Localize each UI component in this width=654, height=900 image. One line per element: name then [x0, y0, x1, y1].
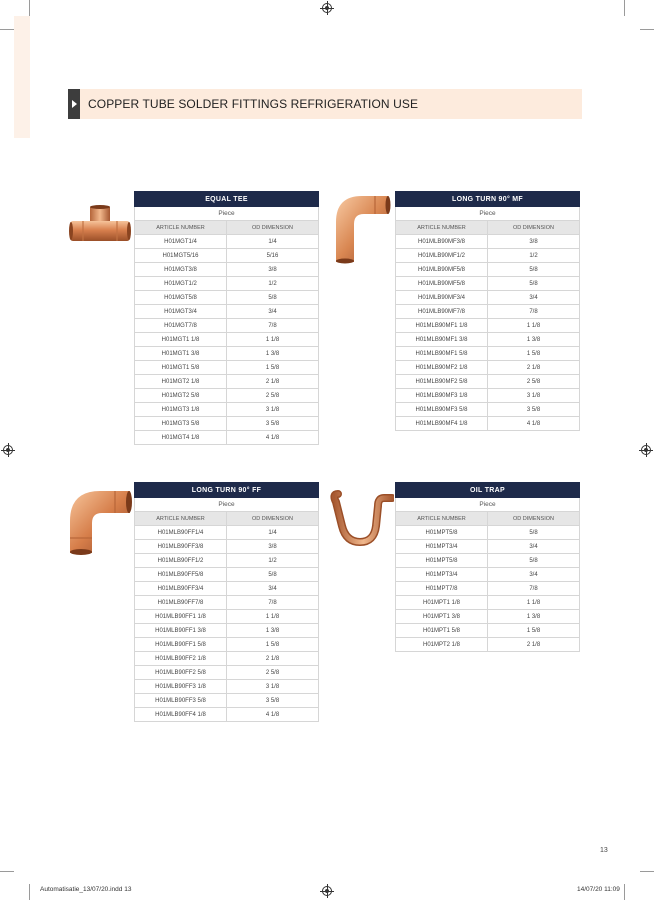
od-dimension: 3 5/8 — [488, 403, 580, 417]
crop-mark — [0, 29, 14, 30]
unit-label: Piece — [396, 207, 580, 221]
od-dimension: 5/16 — [227, 249, 319, 263]
article-number: H01MLB90FF3/8 — [135, 540, 227, 554]
table-title: OIL TRAP — [396, 483, 580, 498]
long-turn-mf-photo — [330, 188, 394, 264]
table-row — [396, 526, 580, 540]
table-row — [396, 263, 580, 277]
od-dimension: 7/8 — [227, 319, 319, 333]
page-number: 13 — [600, 847, 608, 854]
table-row — [135, 694, 319, 708]
article-number: H01MLB90MF3 5/8 — [396, 403, 488, 417]
table-row — [135, 291, 319, 305]
article-number: H01MPT1 1/8 — [396, 596, 488, 610]
od-dimension: 1/4 — [227, 235, 319, 249]
article-number: H01MLB90MF3/4 — [396, 291, 488, 305]
table-row — [396, 568, 580, 582]
column-header-dimension: OD DIMENSION — [488, 512, 580, 526]
article-number: H01MLB90FF7/8 — [135, 596, 227, 610]
article-number: H01MLB90FF2 1/8 — [135, 652, 227, 666]
article-number: H01MGT1 5/8 — [135, 361, 227, 375]
table-row — [396, 554, 580, 568]
od-dimension: 3 1/8 — [488, 389, 580, 403]
crop-mark — [29, 884, 30, 900]
table-row — [135, 568, 319, 582]
article-number: H01MLB90MF2 5/8 — [396, 375, 488, 389]
table-row — [135, 277, 319, 291]
article-number: H01MLB90MF3 1/8 — [396, 389, 488, 403]
od-dimension: 1/2 — [488, 249, 580, 263]
table-row — [396, 638, 580, 652]
article-number: H01MGT3 1/8 — [135, 403, 227, 417]
article-number: H01MGT1 3/8 — [135, 347, 227, 361]
table-row — [135, 361, 319, 375]
article-number: H01MGT1 1/8 — [135, 333, 227, 347]
article-number: H01MLB90MF2 1/8 — [396, 361, 488, 375]
od-dimension: 1 5/8 — [227, 638, 319, 652]
table-title: LONG TURN 90° FF — [135, 483, 319, 498]
table-row — [135, 403, 319, 417]
od-dimension: 5/8 — [488, 263, 580, 277]
article-number: H01MPT7/8 — [396, 582, 488, 596]
table-row — [396, 610, 580, 624]
article-number: H01MGT4 1/8 — [135, 431, 227, 445]
table-row — [135, 596, 319, 610]
od-dimension: 3/8 — [488, 235, 580, 249]
footer-date-stamp: 14/07/20 11:09 — [577, 886, 620, 893]
article-number: H01MPT2 1/8 — [396, 638, 488, 652]
table-row — [396, 305, 580, 319]
article-number: H01MPT1 5/8 — [396, 624, 488, 638]
article-number: H01MLB90MF5/8 — [396, 263, 488, 277]
od-dimension: 3/4 — [227, 582, 319, 596]
article-number: H01MGT7/8 — [135, 319, 227, 333]
table-row — [396, 249, 580, 263]
table-row — [135, 235, 319, 249]
od-dimension: 3 1/8 — [227, 403, 319, 417]
table-row — [396, 333, 580, 347]
column-header-article: ARTICLE NUMBER — [396, 221, 488, 235]
article-number: H01MPT5/8 — [396, 526, 488, 540]
article-number: H01MLB90MF7/8 — [396, 305, 488, 319]
od-dimension: 3/8 — [227, 540, 319, 554]
od-dimension: 3/4 — [488, 540, 580, 554]
od-dimension: 1 3/8 — [227, 347, 319, 361]
od-dimension: 1 5/8 — [227, 361, 319, 375]
table-row — [135, 610, 319, 624]
article-number: H01MLB90MF5/8 — [396, 277, 488, 291]
od-dimension: 1/2 — [227, 277, 319, 291]
column-header-article: ARTICLE NUMBER — [135, 512, 227, 526]
table-row — [135, 431, 319, 445]
crop-mark — [640, 29, 654, 30]
table-row — [135, 624, 319, 638]
table-row — [135, 249, 319, 263]
article-number: H01MLB90FF1/2 — [135, 554, 227, 568]
od-dimension: 7/8 — [488, 582, 580, 596]
article-number: H01MGT3/8 — [135, 263, 227, 277]
od-dimension: 2 1/8 — [227, 652, 319, 666]
article-number: H01MLB90FF5/8 — [135, 568, 227, 582]
table-row — [396, 389, 580, 403]
article-number: H01MLB90FF1 5/8 — [135, 638, 227, 652]
od-dimension: 3/4 — [488, 291, 580, 305]
registration-mark-icon — [641, 445, 651, 455]
column-header-article: ARTICLE NUMBER — [135, 221, 227, 235]
table-row — [135, 375, 319, 389]
section-title: COPPER TUBE SOLDER FITTINGS REFRIGERATION USE — [88, 97, 419, 111]
article-number: H01MPT5/8 — [396, 554, 488, 568]
column-header-dimension: OD DIMENSION — [488, 221, 580, 235]
table-row — [135, 638, 319, 652]
article-number: H01MLB90MF4 1/8 — [396, 417, 488, 431]
side-color-strip — [14, 16, 30, 138]
article-number: H01MLB90MF1/2 — [396, 249, 488, 263]
article-number: H01MGT1/2 — [135, 277, 227, 291]
od-dimension: 1 3/8 — [488, 610, 580, 624]
article-number: H01MLB90FF1/4 — [135, 526, 227, 540]
article-number: H01MPT1 3/8 — [396, 610, 488, 624]
od-dimension: 3 1/8 — [227, 680, 319, 694]
crop-mark — [624, 884, 625, 900]
table-row — [135, 263, 319, 277]
od-dimension: 2 1/8 — [488, 638, 580, 652]
table-row — [135, 554, 319, 568]
article-number: H01MPT3/4 — [396, 540, 488, 554]
table-row — [135, 347, 319, 361]
table-row — [396, 347, 580, 361]
article-number: H01MGT1/4 — [135, 235, 227, 249]
column-header-dimension: OD DIMENSION — [227, 512, 319, 526]
table-row — [396, 277, 580, 291]
article-number: H01MLB90MF1 3/8 — [396, 333, 488, 347]
table-row — [135, 680, 319, 694]
table-row — [135, 526, 319, 540]
od-dimension: 1 5/8 — [488, 624, 580, 638]
long-turn-ff-photo — [66, 485, 132, 555]
od-dimension: 3/4 — [488, 568, 580, 582]
article-number: H01MPT3/4 — [396, 568, 488, 582]
article-number: H01MGT2 1/8 — [135, 375, 227, 389]
table-row — [135, 319, 319, 333]
od-dimension: 2 1/8 — [227, 375, 319, 389]
od-dimension: 1 3/8 — [227, 624, 319, 638]
article-number: H01MLB90FF1 3/8 — [135, 624, 227, 638]
article-number: H01MLB90FF2 5/8 — [135, 666, 227, 680]
equal-tee-table — [134, 191, 319, 445]
table-row — [396, 582, 580, 596]
article-number: H01MLB90FF1 1/8 — [135, 610, 227, 624]
article-number: H01MGT3/4 — [135, 305, 227, 319]
oil-trap-table — [395, 482, 580, 652]
table-row — [396, 596, 580, 610]
unit-label: Piece — [135, 498, 319, 512]
article-number: H01MLB90MF1 5/8 — [396, 347, 488, 361]
od-dimension: 3 5/8 — [227, 417, 319, 431]
unit-label: Piece — [135, 207, 319, 221]
table-row — [396, 417, 580, 431]
od-dimension: 1 3/8 — [488, 333, 580, 347]
table-row — [396, 361, 580, 375]
crop-mark — [624, 0, 625, 16]
equal-tee-photo — [68, 205, 132, 243]
table-row — [135, 652, 319, 666]
table-row — [135, 582, 319, 596]
crop-mark — [0, 871, 14, 872]
od-dimension: 5/8 — [488, 554, 580, 568]
crop-mark — [640, 871, 654, 872]
table-row — [396, 624, 580, 638]
od-dimension: 2 5/8 — [227, 666, 319, 680]
article-number: H01MGT2 5/8 — [135, 389, 227, 403]
od-dimension: 2 1/8 — [488, 361, 580, 375]
table-row — [135, 666, 319, 680]
article-number: H01MLB90FF4 1/8 — [135, 708, 227, 722]
od-dimension: 1 5/8 — [488, 347, 580, 361]
od-dimension: 2 5/8 — [488, 375, 580, 389]
table-row — [396, 540, 580, 554]
od-dimension: 7/8 — [488, 305, 580, 319]
table-title: EQUAL TEE — [135, 192, 319, 207]
table-row — [135, 305, 319, 319]
article-number: H01MLB90MF3/8 — [396, 235, 488, 249]
od-dimension: 1 1/8 — [488, 319, 580, 333]
crop-mark — [29, 0, 30, 16]
article-number: H01MLB90FF3 1/8 — [135, 680, 227, 694]
od-dimension: 4 1/8 — [488, 417, 580, 431]
table-row — [396, 375, 580, 389]
column-header-article: ARTICLE NUMBER — [396, 512, 488, 526]
od-dimension: 2 5/8 — [227, 389, 319, 403]
article-number: H01MGT5/8 — [135, 291, 227, 305]
od-dimension: 5/8 — [488, 277, 580, 291]
od-dimension: 5/8 — [227, 568, 319, 582]
table-row — [396, 291, 580, 305]
od-dimension: 1 1/8 — [227, 610, 319, 624]
od-dimension: 3/8 — [227, 263, 319, 277]
table-row — [135, 333, 319, 347]
article-number: H01MLB90FF3/4 — [135, 582, 227, 596]
table-row — [135, 389, 319, 403]
od-dimension: 5/8 — [227, 291, 319, 305]
unit-label: Piece — [396, 498, 580, 512]
od-dimension: 7/8 — [227, 596, 319, 610]
arrow-marker-icon — [68, 89, 80, 119]
section-header — [68, 89, 582, 119]
od-dimension: 1 1/8 — [227, 333, 319, 347]
od-dimension: 4 1/8 — [227, 708, 319, 722]
table-row — [396, 235, 580, 249]
article-number: H01MGT3 5/8 — [135, 417, 227, 431]
od-dimension: 1/4 — [227, 526, 319, 540]
table-row — [396, 319, 580, 333]
table-title: LONG TURN 90° MF — [396, 192, 580, 207]
article-number: H01MGT5/16 — [135, 249, 227, 263]
footer-file-slug: Automatisatie_13/07/20.indd 13 — [40, 886, 132, 893]
table-row — [135, 540, 319, 554]
article-number: H01MLB90FF3 5/8 — [135, 694, 227, 708]
registration-mark-icon — [322, 886, 332, 896]
od-dimension: 5/8 — [488, 526, 580, 540]
long-turn-ff-table — [134, 482, 319, 722]
registration-mark-icon — [3, 445, 13, 455]
od-dimension: 1 1/8 — [488, 596, 580, 610]
od-dimension: 3 5/8 — [227, 694, 319, 708]
table-row — [135, 417, 319, 431]
column-header-dimension: OD DIMENSION — [227, 221, 319, 235]
table-row — [135, 708, 319, 722]
od-dimension: 1/2 — [227, 554, 319, 568]
oil-trap-photo — [330, 490, 394, 546]
article-number: H01MLB90MF1 1/8 — [396, 319, 488, 333]
od-dimension: 3/4 — [227, 305, 319, 319]
od-dimension: 4 1/8 — [227, 431, 319, 445]
table-row — [396, 403, 580, 417]
registration-mark-icon — [322, 3, 332, 13]
long-turn-mf-table — [395, 191, 580, 431]
